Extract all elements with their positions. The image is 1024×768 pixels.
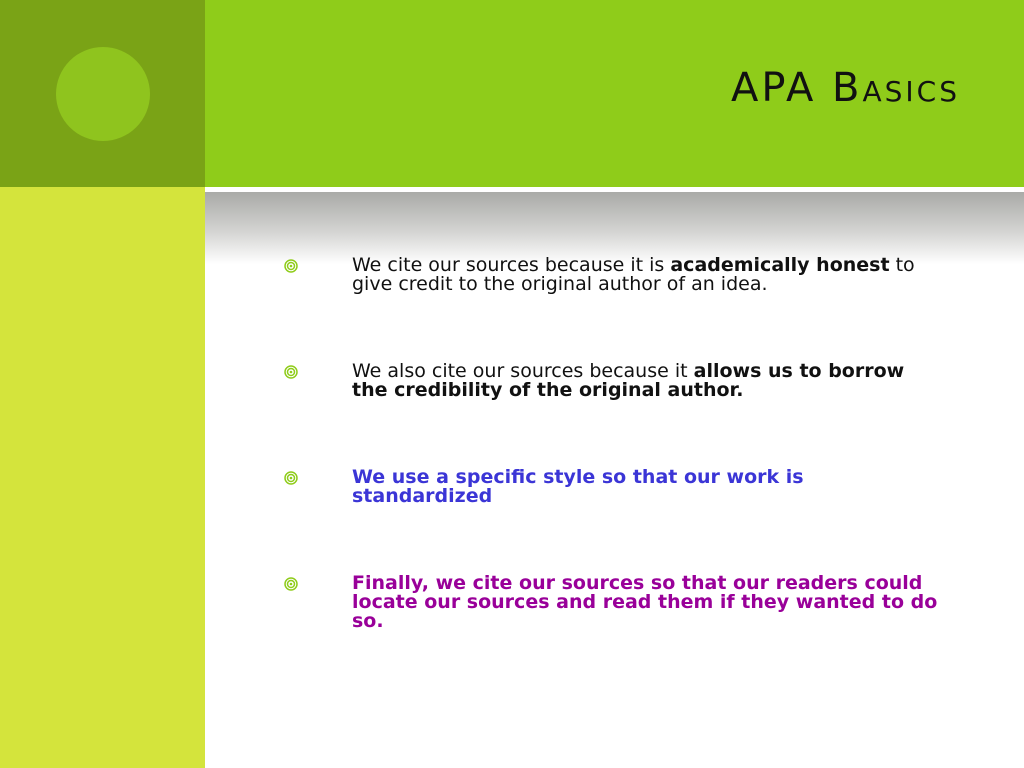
- corner-block: [0, 0, 205, 187]
- bullet-item-4: [284, 574, 944, 631]
- bullet-item-2: [284, 362, 944, 400]
- bullet-item-3: [284, 468, 944, 506]
- bullet-2-emphasis: allows us to borrow the credibility of the original author.: [352, 360, 905, 401]
- concentric-circle-bullet-icon: [284, 471, 298, 485]
- bullet-1-text-before: We cite our sources because it is: [352, 254, 671, 276]
- concentric-circle-bullet-icon: [284, 365, 298, 379]
- bullet-3-text: We use a specific style so that our work is standardized: [352, 466, 804, 507]
- decorative-circle: [56, 47, 150, 141]
- bullet-item-1: [284, 256, 944, 294]
- concentric-circle-bullet-icon: [284, 577, 298, 591]
- bullet-2-text-before: We also cite our sources because it: [352, 360, 694, 382]
- slide-title: APA Basics: [731, 65, 960, 111]
- bullet-1-emphasis: academically honest: [670, 254, 890, 276]
- side-bar: [0, 187, 205, 768]
- concentric-circle-bullet-icon: [284, 259, 298, 273]
- bullet-list: [284, 256, 944, 631]
- bullet-4-text: Finally, we cite our sources so that our readers could locate our sources and read them if they wanted to do so.: [352, 572, 938, 632]
- bullet-1-text-after: to give credit to the original author of an idea.: [352, 254, 915, 295]
